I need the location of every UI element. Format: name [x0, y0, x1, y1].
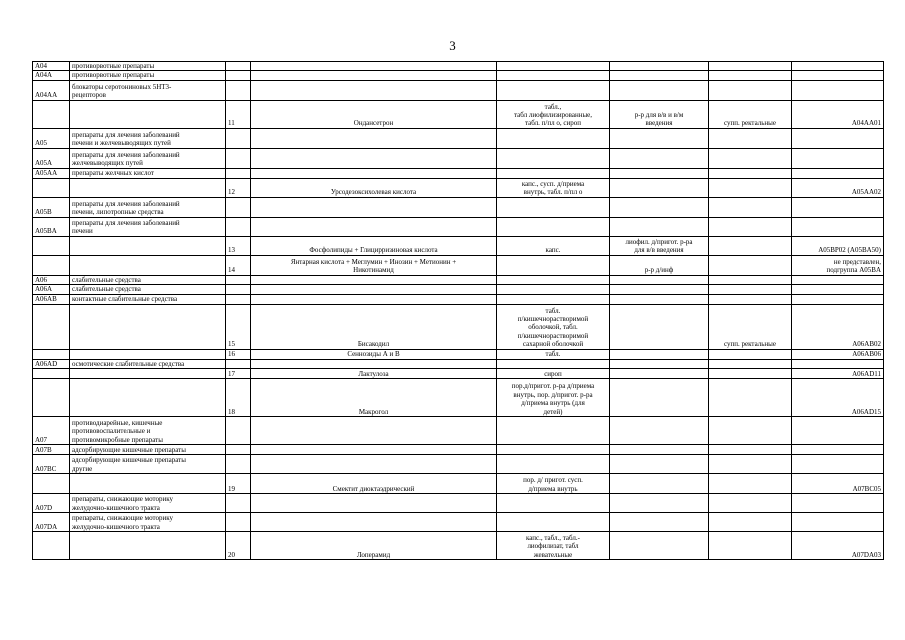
atc-code-cell: A04AA01 — [792, 100, 884, 128]
injection-form-cell — [610, 349, 709, 359]
atc-code-cell — [792, 197, 884, 217]
injection-form-cell — [610, 304, 709, 349]
group-name-cell — [70, 100, 226, 128]
item-number-cell: 17 — [226, 369, 251, 379]
table-row — [33, 178, 884, 197]
group-name-cell: контактные слабительные средства — [70, 294, 226, 304]
dosage-form-cell — [497, 285, 610, 294]
drug-name-cell — [251, 62, 497, 71]
injection-form-cell — [610, 369, 709, 379]
other-form-cell — [709, 71, 792, 80]
atc-code-cell: A05AA02 — [792, 178, 884, 197]
other-form-cell — [709, 80, 792, 100]
drug-name-cell: Лактулоза — [251, 369, 497, 379]
group-name-cell — [70, 379, 226, 417]
dosage-form-cell: пор. д/ пригот. сусп. д/приема внутрь — [497, 474, 610, 494]
atc-group-code-cell: A06 — [33, 275, 70, 284]
dosage-form-cell — [497, 445, 610, 455]
atc-group-code-cell: A06A — [33, 285, 70, 294]
drug-name-cell — [251, 285, 497, 294]
injection-form-cell — [610, 445, 709, 455]
drug-name-cell: Фосфолипиды + Глицирризиновая кислота — [251, 236, 497, 255]
other-form-cell — [709, 217, 792, 236]
dosage-form-cell — [497, 494, 610, 513]
injection-form-cell — [610, 168, 709, 178]
other-form-cell — [709, 474, 792, 494]
injection-form-cell — [610, 71, 709, 80]
table-row — [33, 236, 884, 255]
dosage-form-cell — [497, 217, 610, 236]
atc-group-code-cell — [33, 379, 70, 417]
table-row — [33, 148, 884, 168]
drug-name-cell — [251, 455, 497, 474]
item-number-cell — [226, 275, 251, 284]
injection-form-cell — [610, 275, 709, 284]
item-number-cell — [226, 494, 251, 513]
item-number-cell — [226, 455, 251, 474]
other-form-cell — [709, 379, 792, 417]
atc-code-cell: A06AD15 — [792, 379, 884, 417]
item-number-cell — [226, 445, 251, 455]
injection-form-cell — [610, 285, 709, 294]
dosage-form-cell — [497, 80, 610, 100]
group-name-cell — [70, 178, 226, 197]
item-number-cell: 13 — [226, 236, 251, 255]
atc-code-cell — [792, 168, 884, 178]
atc-group-code-cell: A05A — [33, 148, 70, 168]
dosage-form-cell: капс. — [497, 236, 610, 255]
item-number-cell: 16 — [226, 349, 251, 359]
other-form-cell — [709, 494, 792, 513]
dosage-form-cell — [497, 71, 610, 80]
item-number-cell — [226, 417, 251, 445]
atc-code-cell — [792, 417, 884, 445]
atc-group-code-cell: A05BA — [33, 217, 70, 236]
atc-group-code-cell — [33, 236, 70, 255]
atc-code-cell: не представлен, подгруппа A05BA — [792, 255, 884, 275]
drug-name-cell — [251, 513, 497, 532]
other-form-cell — [709, 148, 792, 168]
table-row — [33, 255, 884, 275]
group-name-cell: препараты для лечения заболеваний печени — [70, 217, 226, 236]
atc-code-cell — [792, 148, 884, 168]
other-form-cell — [709, 197, 792, 217]
table-row — [33, 100, 884, 128]
group-name-cell: адсорбирующие кишечные препараты — [70, 445, 226, 455]
drug-name-cell — [251, 445, 497, 455]
atc-group-code-cell — [33, 178, 70, 197]
dosage-form-cell: капс., табл., табл.- лиофилизат, табл жевательные — [497, 532, 610, 560]
atc-group-code-cell: A05 — [33, 128, 70, 148]
dosage-form-cell — [497, 168, 610, 178]
table-row — [33, 294, 884, 304]
table-row — [33, 379, 884, 417]
item-number-cell: 19 — [226, 474, 251, 494]
drug-name-cell — [251, 168, 497, 178]
atc-code-cell — [792, 359, 884, 368]
group-name-cell: противорвотные препараты — [70, 62, 226, 71]
dosage-form-cell — [497, 197, 610, 217]
table-row — [33, 62, 884, 71]
atc-group-code-cell — [33, 474, 70, 494]
group-name-cell: противорвотные препараты — [70, 71, 226, 80]
atc-group-code-cell: A04AA — [33, 80, 70, 100]
item-number-cell: 15 — [226, 304, 251, 349]
atc-group-code-cell — [33, 369, 70, 379]
other-form-cell: супп. ректальные — [709, 100, 792, 128]
dosage-form-cell — [497, 255, 610, 275]
dosage-form-cell — [497, 294, 610, 304]
other-form-cell — [709, 168, 792, 178]
other-form-cell — [709, 255, 792, 275]
table-row — [33, 304, 884, 349]
item-number-cell — [226, 80, 251, 100]
item-number-cell: 12 — [226, 178, 251, 197]
table-row — [33, 168, 884, 178]
atc-code-cell: A07DA03 — [792, 532, 884, 560]
atc-group-code-cell: A04A — [33, 71, 70, 80]
drug-name-cell — [251, 128, 497, 148]
atc-group-code-cell: A07 — [33, 417, 70, 445]
injection-form-cell — [610, 197, 709, 217]
item-number-cell — [226, 71, 251, 80]
group-name-cell: слабительные средства — [70, 275, 226, 284]
atc-code-cell: A05BP02 (A05BA50) — [792, 236, 884, 255]
dosage-form-cell — [497, 128, 610, 148]
injection-form-cell — [610, 62, 709, 71]
other-form-cell — [709, 445, 792, 455]
group-name-cell — [70, 474, 226, 494]
table-row — [33, 532, 884, 560]
injection-form-cell — [610, 178, 709, 197]
item-number-cell — [226, 285, 251, 294]
dosage-form-cell — [497, 62, 610, 71]
dosage-form-cell — [497, 455, 610, 474]
atc-code-cell: A06AB06 — [792, 349, 884, 359]
item-number-cell — [226, 217, 251, 236]
other-form-cell — [709, 178, 792, 197]
other-form-cell — [709, 513, 792, 532]
dosage-form-cell: капс., сусп. д/приема внутрь, табл. п/пл о — [497, 178, 610, 197]
dosage-form-cell — [497, 359, 610, 368]
drug-name-cell: Урсодезоксихолевая кислота — [251, 178, 497, 197]
table-row — [33, 275, 884, 284]
group-name-cell — [70, 255, 226, 275]
injection-form-cell — [610, 455, 709, 474]
group-name-cell — [70, 304, 226, 349]
group-name-cell: осмотические слабительные средства — [70, 359, 226, 368]
atc-code-cell — [792, 285, 884, 294]
table-row — [33, 455, 884, 474]
atc-code-cell: A06AD11 — [792, 369, 884, 379]
atc-code-cell — [792, 80, 884, 100]
drug-name-cell — [251, 80, 497, 100]
group-name-cell: адсорбирующие кишечные препараты другие — [70, 455, 226, 474]
other-form-cell — [709, 236, 792, 255]
item-number-cell: 20 — [226, 532, 251, 560]
table-row — [33, 217, 884, 236]
atc-code-cell — [792, 445, 884, 455]
injection-form-cell — [610, 217, 709, 236]
group-name-cell: препараты для лечения заболеваний печени и желчевыводящих путей — [70, 128, 226, 148]
dosage-form-cell — [497, 513, 610, 532]
item-number-cell: 14 — [226, 255, 251, 275]
dosage-form-cell: табл., табл лиофилизированные, табл. п/пл о, сироп — [497, 100, 610, 128]
atc-group-code-cell: A05AA — [33, 168, 70, 178]
atc-code-cell — [792, 455, 884, 474]
table-body — [33, 62, 884, 560]
atc-code-cell: A07BC05 — [792, 474, 884, 494]
drug-name-cell: Макрогол — [251, 379, 497, 417]
dosage-form-cell: табл. — [497, 349, 610, 359]
drug-name-cell: Янтарная кислота + Меглумин + Инозин + Метионин + Никотинамид — [251, 255, 497, 275]
atc-code-cell — [792, 128, 884, 148]
group-name-cell — [70, 349, 226, 359]
atc-code-cell — [792, 71, 884, 80]
atc-group-code-cell: A07D — [33, 494, 70, 513]
item-number-cell — [226, 513, 251, 532]
other-form-cell: супп. ректальные — [709, 304, 792, 349]
item-number-cell — [226, 128, 251, 148]
injection-form-cell — [610, 474, 709, 494]
table-row — [33, 359, 884, 368]
atc-group-code-cell — [33, 304, 70, 349]
group-name-cell: противодиарейные, кишечные противовоспалительные и противомикробные препараты — [70, 417, 226, 445]
injection-form-cell — [610, 359, 709, 368]
item-number-cell — [226, 359, 251, 368]
drug-name-cell — [251, 217, 497, 236]
group-name-cell: препараты желчных кислот — [70, 168, 226, 178]
atc-code-cell — [792, 275, 884, 284]
injection-form-cell — [610, 417, 709, 445]
atc-code-cell — [792, 494, 884, 513]
table-row — [33, 474, 884, 494]
atc-code-cell — [792, 217, 884, 236]
table-row — [33, 349, 884, 359]
item-number-cell: 18 — [226, 379, 251, 417]
group-name-cell: блокаторы серотониновых 5НТ3- рецепторов — [70, 80, 226, 100]
other-form-cell — [709, 359, 792, 368]
drug-name-cell: Ондансетрон — [251, 100, 497, 128]
injection-form-cell — [610, 148, 709, 168]
item-number-cell — [226, 148, 251, 168]
item-number-cell — [226, 168, 251, 178]
drug-name-cell: Сеннозиды А и В — [251, 349, 497, 359]
dosage-form-cell — [497, 417, 610, 445]
table-row — [33, 285, 884, 294]
table-row — [33, 369, 884, 379]
drug-name-cell: Бисакодил — [251, 304, 497, 349]
drug-name-cell — [251, 494, 497, 513]
other-form-cell — [709, 417, 792, 445]
drug-name-cell — [251, 197, 497, 217]
item-number-cell — [226, 62, 251, 71]
other-form-cell — [709, 294, 792, 304]
atc-group-code-cell: A07BC — [33, 455, 70, 474]
atc-group-code-cell — [33, 100, 70, 128]
injection-form-cell — [610, 80, 709, 100]
item-number-cell — [226, 197, 251, 217]
group-name-cell: препараты, снижающие моторику желудочно-кишечного тракта — [70, 513, 226, 532]
injection-form-cell — [610, 513, 709, 532]
drug-name-cell — [251, 359, 497, 368]
page-number: 3 — [449, 38, 456, 53]
atc-code-cell — [792, 513, 884, 532]
other-form-cell — [709, 532, 792, 560]
injection-form-cell: лиофил. д/пригот. р-ра для в/в введения — [610, 236, 709, 255]
drug-name-cell: Смектит диоктаэдрический — [251, 474, 497, 494]
atc-code-cell — [792, 62, 884, 71]
other-form-cell — [709, 62, 792, 71]
drug-name-cell — [251, 417, 497, 445]
group-name-cell — [70, 532, 226, 560]
atc-group-code-cell: A04 — [33, 62, 70, 71]
atc-code-cell — [792, 294, 884, 304]
table-row — [33, 445, 884, 455]
group-name-cell: препараты для лечения заболеваний желчевыводящих путей — [70, 148, 226, 168]
dosage-form-cell: табл. п/кишечнорастворимой оболочкой, табл. п/кишечнорастворимой сахарной оболочкой — [497, 304, 610, 349]
drug-name-cell — [251, 294, 497, 304]
group-name-cell — [70, 236, 226, 255]
injection-form-cell: р-р для в/в и в/м введения — [610, 100, 709, 128]
atc-group-code-cell: A07DA — [33, 513, 70, 532]
table-row — [33, 80, 884, 100]
drug-name-cell — [251, 275, 497, 284]
item-number-cell — [226, 294, 251, 304]
atc-group-code-cell — [33, 255, 70, 275]
drug-name-cell — [251, 148, 497, 168]
drug-name-cell — [251, 71, 497, 80]
table-row — [33, 494, 884, 513]
other-form-cell — [709, 349, 792, 359]
other-form-cell — [709, 455, 792, 474]
table-row — [33, 197, 884, 217]
injection-form-cell — [610, 494, 709, 513]
injection-form-cell — [610, 128, 709, 148]
group-name-cell: препараты, снижающие моторику желудочно-кишечного тракта — [70, 494, 226, 513]
injection-form-cell — [610, 532, 709, 560]
dosage-form-cell — [497, 275, 610, 284]
group-name-cell: препараты для лечения заболеваний печени, липотропные средства — [70, 197, 226, 217]
other-form-cell — [709, 369, 792, 379]
injection-form-cell: р-р д/инф — [610, 255, 709, 275]
injection-form-cell — [610, 294, 709, 304]
table-row — [33, 128, 884, 148]
dosage-form-cell — [497, 148, 610, 168]
atc-group-code-cell: A06AB — [33, 294, 70, 304]
atc-group-code-cell — [33, 349, 70, 359]
atc-group-code-cell: A06AD — [33, 359, 70, 368]
atc-group-code-cell — [33, 532, 70, 560]
item-number-cell: 11 — [226, 100, 251, 128]
atc-group-code-cell: A07B — [33, 445, 70, 455]
drug-name-cell: Лоперамид — [251, 532, 497, 560]
other-form-cell — [709, 285, 792, 294]
group-name-cell — [70, 369, 226, 379]
other-form-cell — [709, 275, 792, 284]
atc-group-code-cell: A05B — [33, 197, 70, 217]
dosage-form-cell: пор.д/пригот. р-ра д/приема внутрь, пор. д/пригот. р-ра д/приема внутрь (для детей) — [497, 379, 610, 417]
table-row — [33, 513, 884, 532]
other-form-cell — [709, 128, 792, 148]
table-row — [33, 417, 884, 445]
group-name-cell: слабительные средства — [70, 285, 226, 294]
atc-code-cell: A06AB02 — [792, 304, 884, 349]
table-row — [33, 71, 884, 80]
injection-form-cell — [610, 379, 709, 417]
dosage-form-cell: сироп — [497, 369, 610, 379]
drug-list-table — [32, 61, 884, 560]
